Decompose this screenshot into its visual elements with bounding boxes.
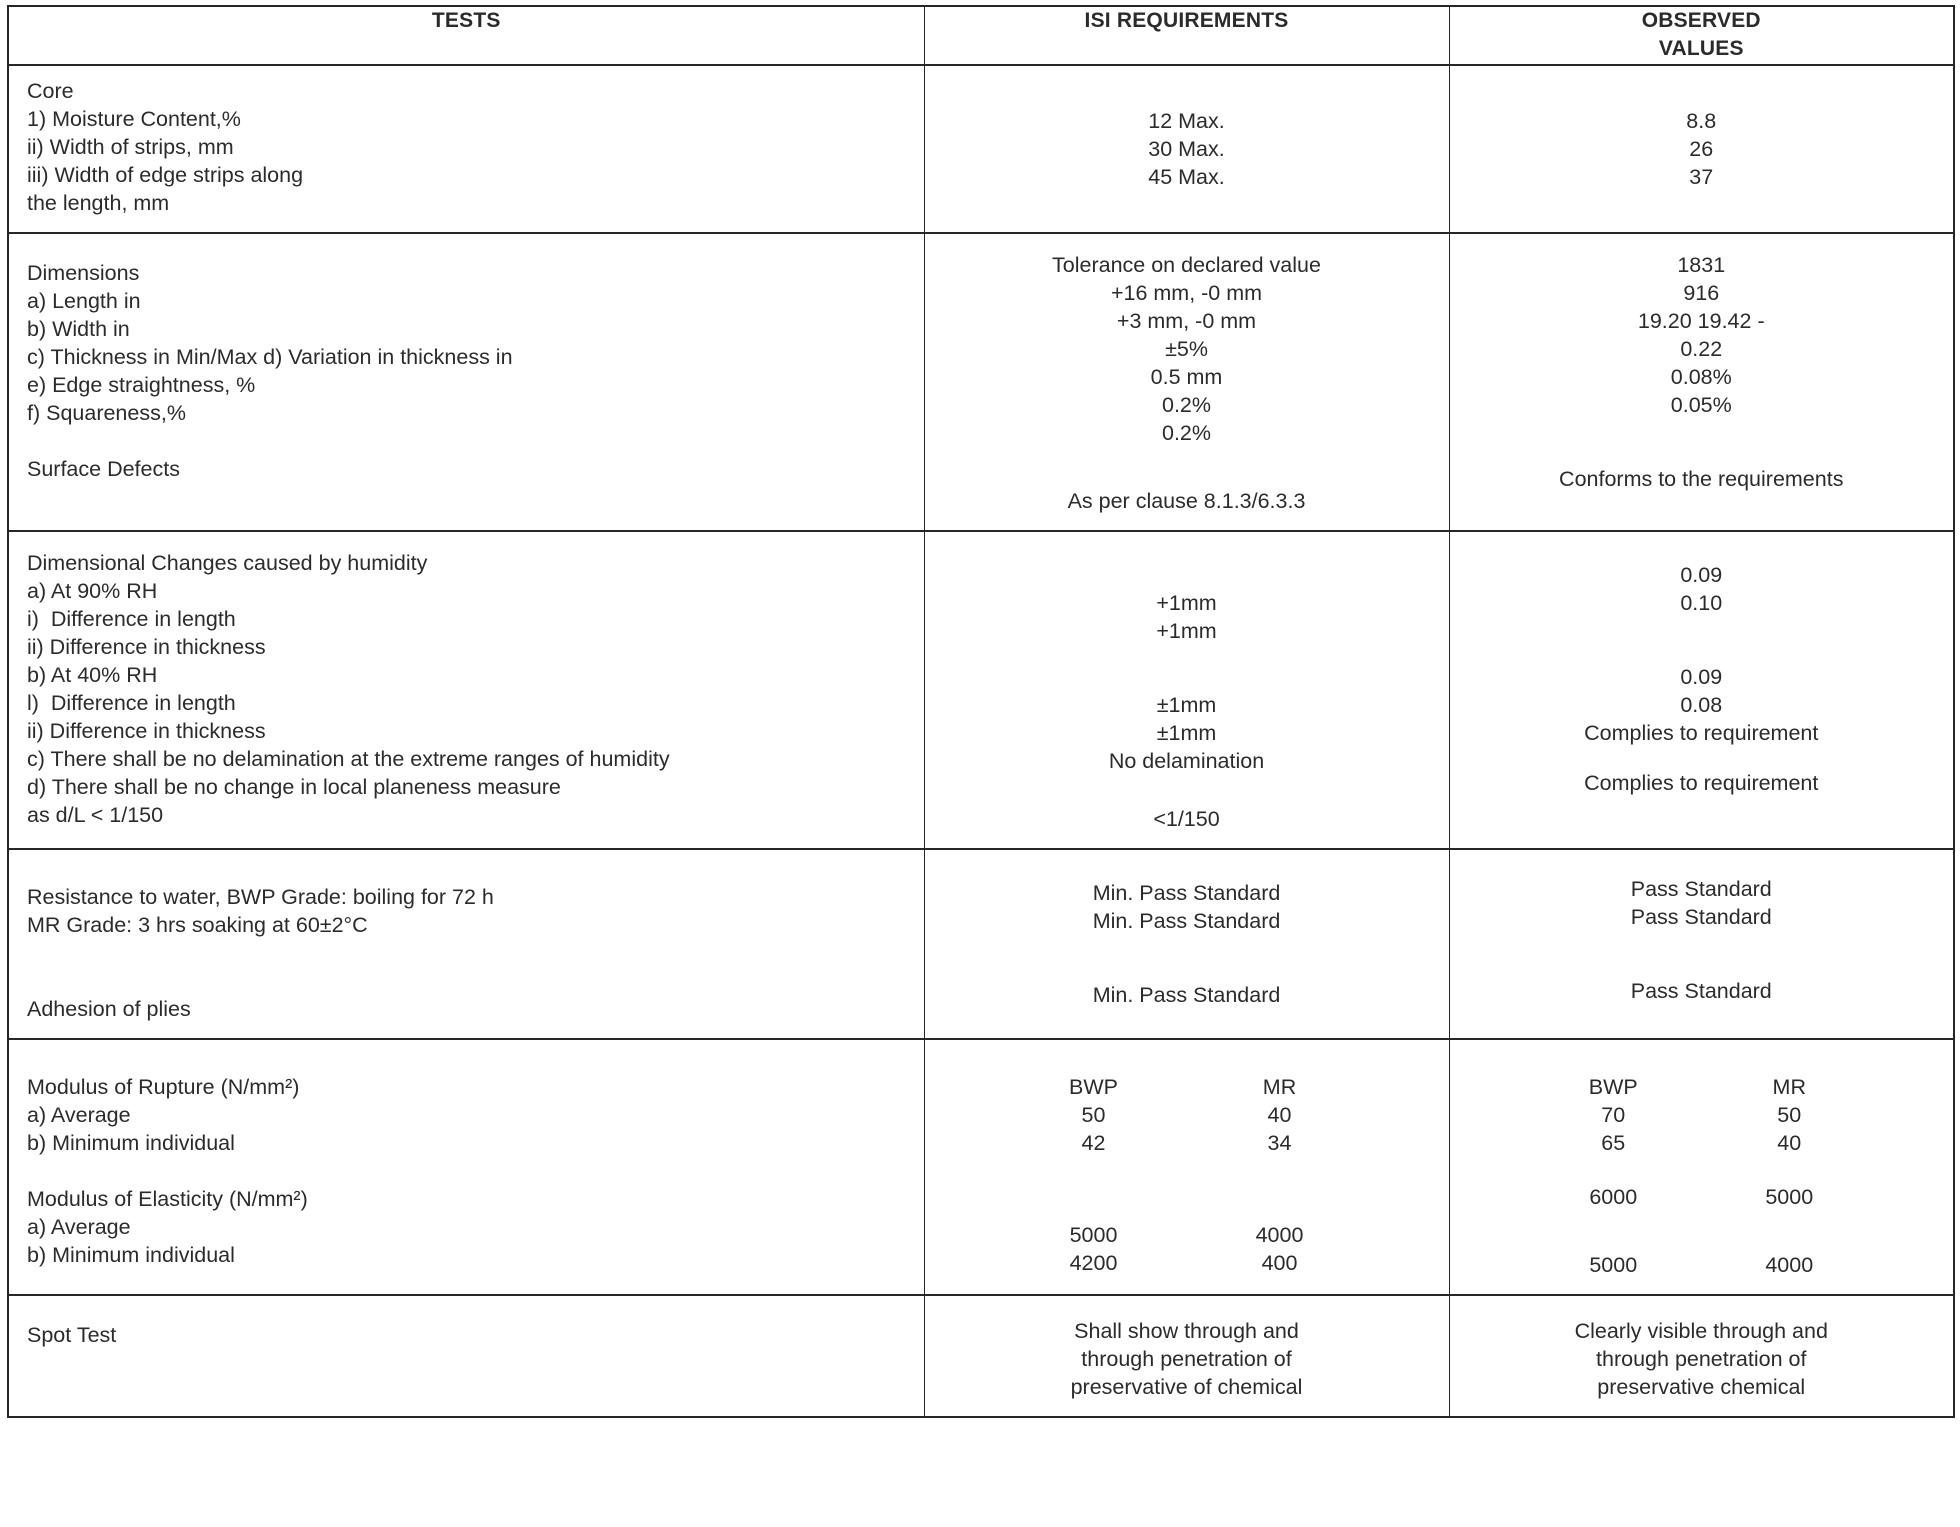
test-line: Core [27, 78, 74, 103]
observed-value: 0.05% [1670, 392, 1732, 417]
cell-observed-resistance-to-water [1449, 849, 1954, 1039]
table-row [8, 1039, 1954, 1295]
isi-value: +16 mm, -0 mm [1110, 280, 1263, 305]
test-line: c) There shall be no delamination at the extreme ranges of humidity [27, 746, 670, 771]
isi-value: 4200 [1069, 1250, 1118, 1275]
isi-value: +1mm [1156, 590, 1217, 615]
test-line: Dimensions [27, 260, 140, 285]
isi-value: +1mm [1156, 618, 1217, 643]
isi-value: Shall show through and [1074, 1318, 1299, 1343]
observed-value: 70 [1601, 1102, 1626, 1127]
isi-value: 0.2% [1161, 420, 1211, 445]
cell-observed-dimensions [1449, 233, 1954, 531]
observed-value: 5000 [1765, 1184, 1814, 1209]
isi-value: Min. Pass Standard [1092, 880, 1281, 905]
test-line: Resistance to water, BWP Grade: boiling for 72 h [27, 884, 494, 909]
observed-value: 5000 [1589, 1252, 1638, 1277]
grade-header-bwp: BWP [1069, 1074, 1118, 1099]
cell-observed-dimensional-changes [1449, 531, 1954, 849]
test-line: Dimensional Changes caused by humidity [27, 550, 428, 575]
isi-value: 12 Max. [1148, 108, 1225, 133]
test-line: a) Average [27, 1214, 131, 1239]
observed-value: Complies to requirement [1584, 720, 1819, 745]
test-line: a) At 90% RH [27, 578, 158, 603]
spacer-line [27, 940, 906, 968]
observed-value: Pass Standard [1630, 978, 1772, 1003]
observed-conformance: Conforms to the requirements [1559, 466, 1844, 491]
test-line: ii) Difference in thickness [27, 718, 266, 743]
observed-value: 37 [1689, 164, 1714, 189]
isi-elasticity-average-row [933, 1222, 1441, 1250]
isi-value: 0.2% [1161, 392, 1211, 417]
test-line: i) Difference in length [27, 606, 236, 631]
isi-grade-header-row [933, 1074, 1441, 1102]
isi-value: 34 [1267, 1130, 1292, 1155]
test-line: a) Average [27, 1102, 131, 1127]
cell-isi-modulus [924, 1039, 1449, 1295]
table-row [8, 1295, 1954, 1417]
observed-rupture-average-row [1458, 1102, 1946, 1130]
isi-value: 0.5 mm [1150, 364, 1223, 389]
test-line: a) Length in [27, 288, 141, 313]
test-line: MR Grade: 3 hrs soaking at 60±2°C [27, 912, 368, 937]
isi-value: ±1mm [1156, 720, 1217, 745]
observed-elasticity-minimum-row [1458, 1252, 1946, 1280]
cell-observed-modulus [1449, 1039, 1954, 1295]
observed-value: 916 [1683, 280, 1720, 305]
isi-value: preservative of chemical [1070, 1374, 1303, 1399]
cell-tests-dimensions [8, 233, 924, 531]
isi-value: 50 [1081, 1102, 1106, 1127]
isi-value: through penetration of [1081, 1346, 1292, 1371]
observed-value: 8.8 [1686, 108, 1717, 133]
observed-value: Complies to requirement [1584, 770, 1819, 795]
test-line: f) Squareness,% [27, 400, 186, 425]
isi-value: 5000 [1069, 1222, 1118, 1247]
observed-value: 0.10 [1680, 590, 1723, 615]
observed-value: Pass Standard [1630, 904, 1772, 929]
test-line: e) Edge straightness, % [27, 372, 256, 397]
isi-value: 400 [1261, 1250, 1298, 1275]
cell-isi-core [924, 65, 1449, 233]
cell-tests-core [8, 65, 924, 233]
observed-value: 1831 [1677, 252, 1726, 277]
observed-value: 0.09 [1680, 562, 1723, 587]
observed-value: 0.22 [1680, 336, 1723, 361]
isi-value: Min. Pass Standard [1092, 982, 1281, 1007]
isi-clause-reference: As per clause 8.1.3/6.3.3 [1067, 488, 1306, 513]
table-row [8, 849, 1954, 1039]
test-line: ii) Width of strips, mm [27, 134, 234, 159]
cell-observed-core [1449, 65, 1954, 233]
grade-header-bwp: BWP [1588, 1074, 1638, 1099]
observed-value: Clearly visible through and [1574, 1318, 1828, 1343]
spacer-line [27, 968, 906, 996]
test-line: c) Thickness in Min/Max d) Variation in thickness in [27, 344, 513, 369]
table-row [8, 233, 1954, 531]
test-line: b) Width in [27, 316, 130, 341]
observed-value: 19.20 19.42 - [1637, 308, 1765, 333]
isi-value: 40 [1267, 1102, 1292, 1127]
observed-value: 40 [1777, 1130, 1802, 1155]
isi-rupture-average-row [933, 1102, 1441, 1130]
observed-header-line2: VALUES [1658, 37, 1744, 61]
test-line: Modulus of Elasticity (N/mm²) [27, 1186, 308, 1211]
observed-value: preservative chemical [1597, 1374, 1806, 1399]
observed-value: 0.08% [1670, 364, 1732, 389]
isi-value: Min. Pass Standard [1092, 908, 1281, 933]
isi-value: Tolerance on declared value [1052, 252, 1321, 277]
test-line: Surface Defects [27, 456, 180, 481]
isi-value: 45 Max. [1148, 164, 1225, 189]
cell-isi-resistance-to-water [924, 849, 1449, 1039]
isi-value: ±1mm [1156, 692, 1217, 717]
observed-header-line1: OBSERVED [1641, 9, 1761, 32]
isi-value: 30 Max. [1148, 136, 1225, 161]
test-line: d) There shall be no change in local planeness measure [27, 774, 561, 799]
observed-value: Pass Standard [1630, 876, 1772, 901]
test-line: b) At 40% RH [27, 662, 158, 687]
spacer-line [27, 428, 906, 456]
observed-value: 65 [1601, 1130, 1626, 1155]
observed-grade-header-row [1458, 1074, 1946, 1102]
table-row [8, 65, 1954, 233]
test-line: the length, mm [27, 190, 170, 215]
observed-value: 50 [1777, 1102, 1802, 1127]
test-line: b) Minimum individual [27, 1242, 235, 1267]
test-line: Modulus of Rupture (N/mm²) [27, 1074, 300, 1099]
specification-table [7, 5, 1955, 1418]
isi-value: No delamination [1108, 748, 1265, 773]
cell-isi-dimensions [924, 233, 1449, 531]
isi-value: ±5% [1165, 336, 1208, 361]
observed-value: through penetration of [1596, 1346, 1807, 1371]
observed-value: 26 [1689, 136, 1714, 161]
observed-rupture-minimum-row [1458, 1130, 1946, 1158]
test-line: ii) Difference in thickness [27, 634, 266, 659]
isi-value: 42 [1081, 1130, 1106, 1155]
grade-header-mr: MR [1772, 1074, 1806, 1099]
observed-value: 4000 [1765, 1252, 1814, 1277]
test-line: Spot Test [27, 1322, 117, 1347]
column-header-isi-requirements: ISI REQUIREMENTS [924, 6, 1449, 65]
cell-tests-modulus [8, 1039, 924, 1295]
observed-value: 0.09 [1680, 664, 1723, 689]
column-header-tests: TESTS [8, 6, 924, 65]
cell-observed-spot-test [1449, 1295, 1954, 1417]
observed-value: 6000 [1589, 1184, 1638, 1209]
cell-tests-resistance-to-water [8, 849, 924, 1039]
test-line: b) Minimum individual [27, 1130, 235, 1155]
observed-elasticity-average-row [1458, 1184, 1946, 1212]
test-line: as d/L < 1/150 [27, 802, 164, 827]
test-line: l) Difference in length [27, 690, 236, 715]
spacer-line [27, 1158, 906, 1186]
cell-isi-spot-test [924, 1295, 1449, 1417]
observed-value: 0.08 [1680, 692, 1723, 717]
test-line: iii) Width of edge strips along [27, 162, 304, 187]
table-row [8, 531, 1954, 849]
isi-elasticity-minimum-row [933, 1250, 1441, 1278]
isi-value: +3 mm, -0 mm [1116, 308, 1257, 333]
cell-tests-spot-test [8, 1295, 924, 1417]
isi-rupture-minimum-row [933, 1130, 1441, 1158]
isi-value: 4000 [1255, 1222, 1304, 1247]
column-header-observed-values [1449, 6, 1954, 65]
test-line: Adhesion of plies [27, 996, 191, 1021]
test-line: 1) Moisture Content,% [27, 106, 241, 131]
cell-tests-dimensional-changes [8, 531, 924, 849]
table-header-row [8, 6, 1954, 65]
isi-value: <1/150 [1153, 806, 1220, 831]
cell-isi-dimensional-changes [924, 531, 1449, 849]
grade-header-mr: MR [1262, 1074, 1297, 1099]
